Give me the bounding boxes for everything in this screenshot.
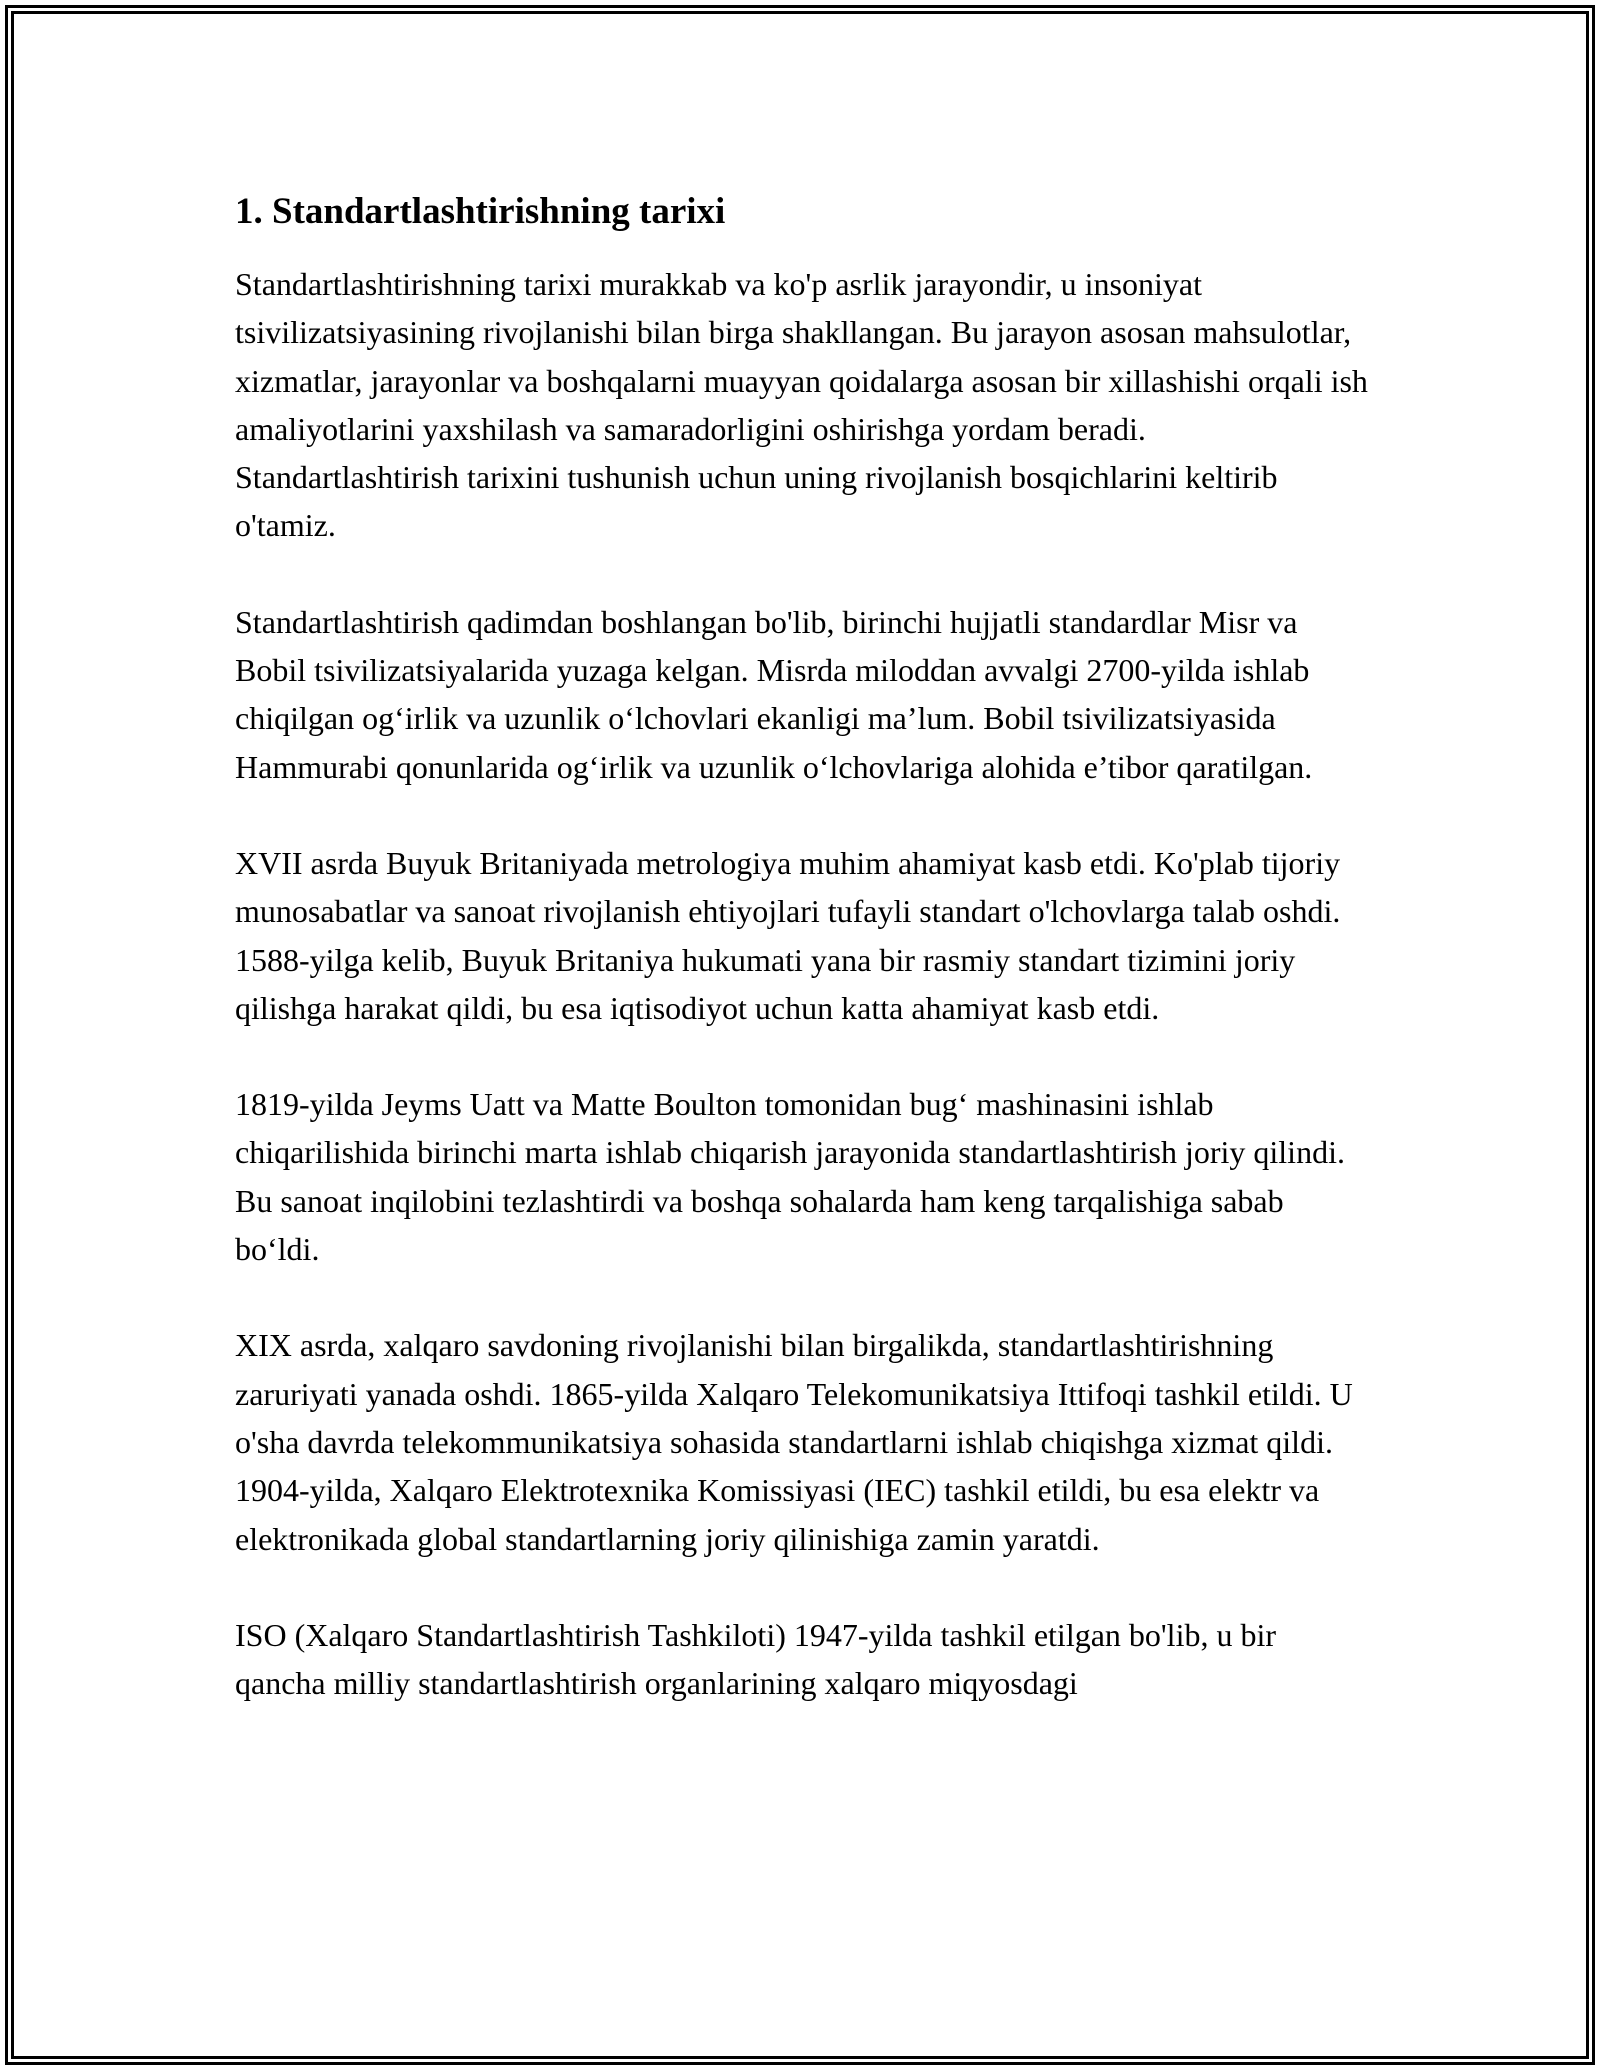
paragraph-steam-engine: 1819-yilda Jeyms Uatt va Matte Boulton tomonidan bug‘ mashinasini ishlab chiqarilishida birinchi marta ishlab chiqarish jarayonida standartlashtirish joriy qilindi. Bu sanoat inqilobini tezlashtirdi va boshqa sohalarda ham keng tarqalishiga sabab bo‘ldi. bbox=[235, 1086, 1345, 1268]
paragraph-introduction: Standartlashtirishning tarixi murakkab va ko'p asrlik jarayondir, u insoniyat tsivilizatsiyasining rivojlanishi bilan birga shakllangan. Bu jarayon asosan mahsulotlar, xizmatlar, jarayonlar va boshqalarni muayyan qoidalarga asosan bir xillashishi orqali ish amaliyotlarini yaxshilash va samaradorligini oshirishga yordam beradi. Standartlashtirish tarixini tushunish uchun uning rivojlanish bosqichlarini keltirib o'tamiz. bbox=[235, 266, 1368, 544]
paragraph-iso: ISO (Xalqaro Standartlashtirish Tashkiloti) 1947-yilda tashkil etilgan bo'lib, u bir qancha milliy standartlashtirish organlarining xalqaro miqyosdagi bbox=[235, 1616, 1276, 1702]
document-body bbox=[235, 186, 1370, 1755]
section-heading: 1. Standartlashtirishning tarixi bbox=[235, 191, 726, 232]
paragraph-international-organizations: XIX asrda, xalqaro savdoning rivojlanishi bilan birgalikda, standartlashtirishning zaruriyati yanada oshdi. 1865-yilda Xalqaro Telekomunikatsiya Ittifoqi tashkil etildi. U o'sha davrda telekommunikatsiya sohasida standartlarni ishlab chiqishga xizmat qildi. 1904-yilda, Xalqaro Elektrotexnika Komissiyasi (IEC) tashkil etildi, bu esa elektr va elektronikada global standartlarning joriy qilinishiga zamin yaratdi. bbox=[235, 1327, 1353, 1557]
paragraph-ancient-standards: Standartlashtirish qadimdan boshlangan bo'lib, birinchi hujjatli standardlar Misr va Bobil tsivilizatsiyalarida yuzaga kelgan. Misrda miloddan avvalgi 2700-yilda ishlab chiqilgan og‘irlik va uzunlik o‘lchovlari ekanligi ma’lum. Bobil tsivilizatsiyasida Hammurabi qonunlarida og‘irlik va uzunlik o‘lchovlariga alohida e’tibor qaratilgan. bbox=[235, 603, 1313, 785]
paragraph-britain-metrology: XVII asrda Buyuk Britaniyada metrologiya muhim ahamiyat kasb etdi. Ko'plab tijoriy munosabatlar va sanoat rivojlanish ehtiyojlari tufayli standart o'lchovlarga talab oshdi. 1588-yilga kelib, Buyuk Britaniya hukumati yana bir rasmiy standart tizimini joriy qilishga harakat qildi, bu esa iqtisodiyot uchun katta ahamiyat kasb etdi. bbox=[235, 844, 1341, 1026]
